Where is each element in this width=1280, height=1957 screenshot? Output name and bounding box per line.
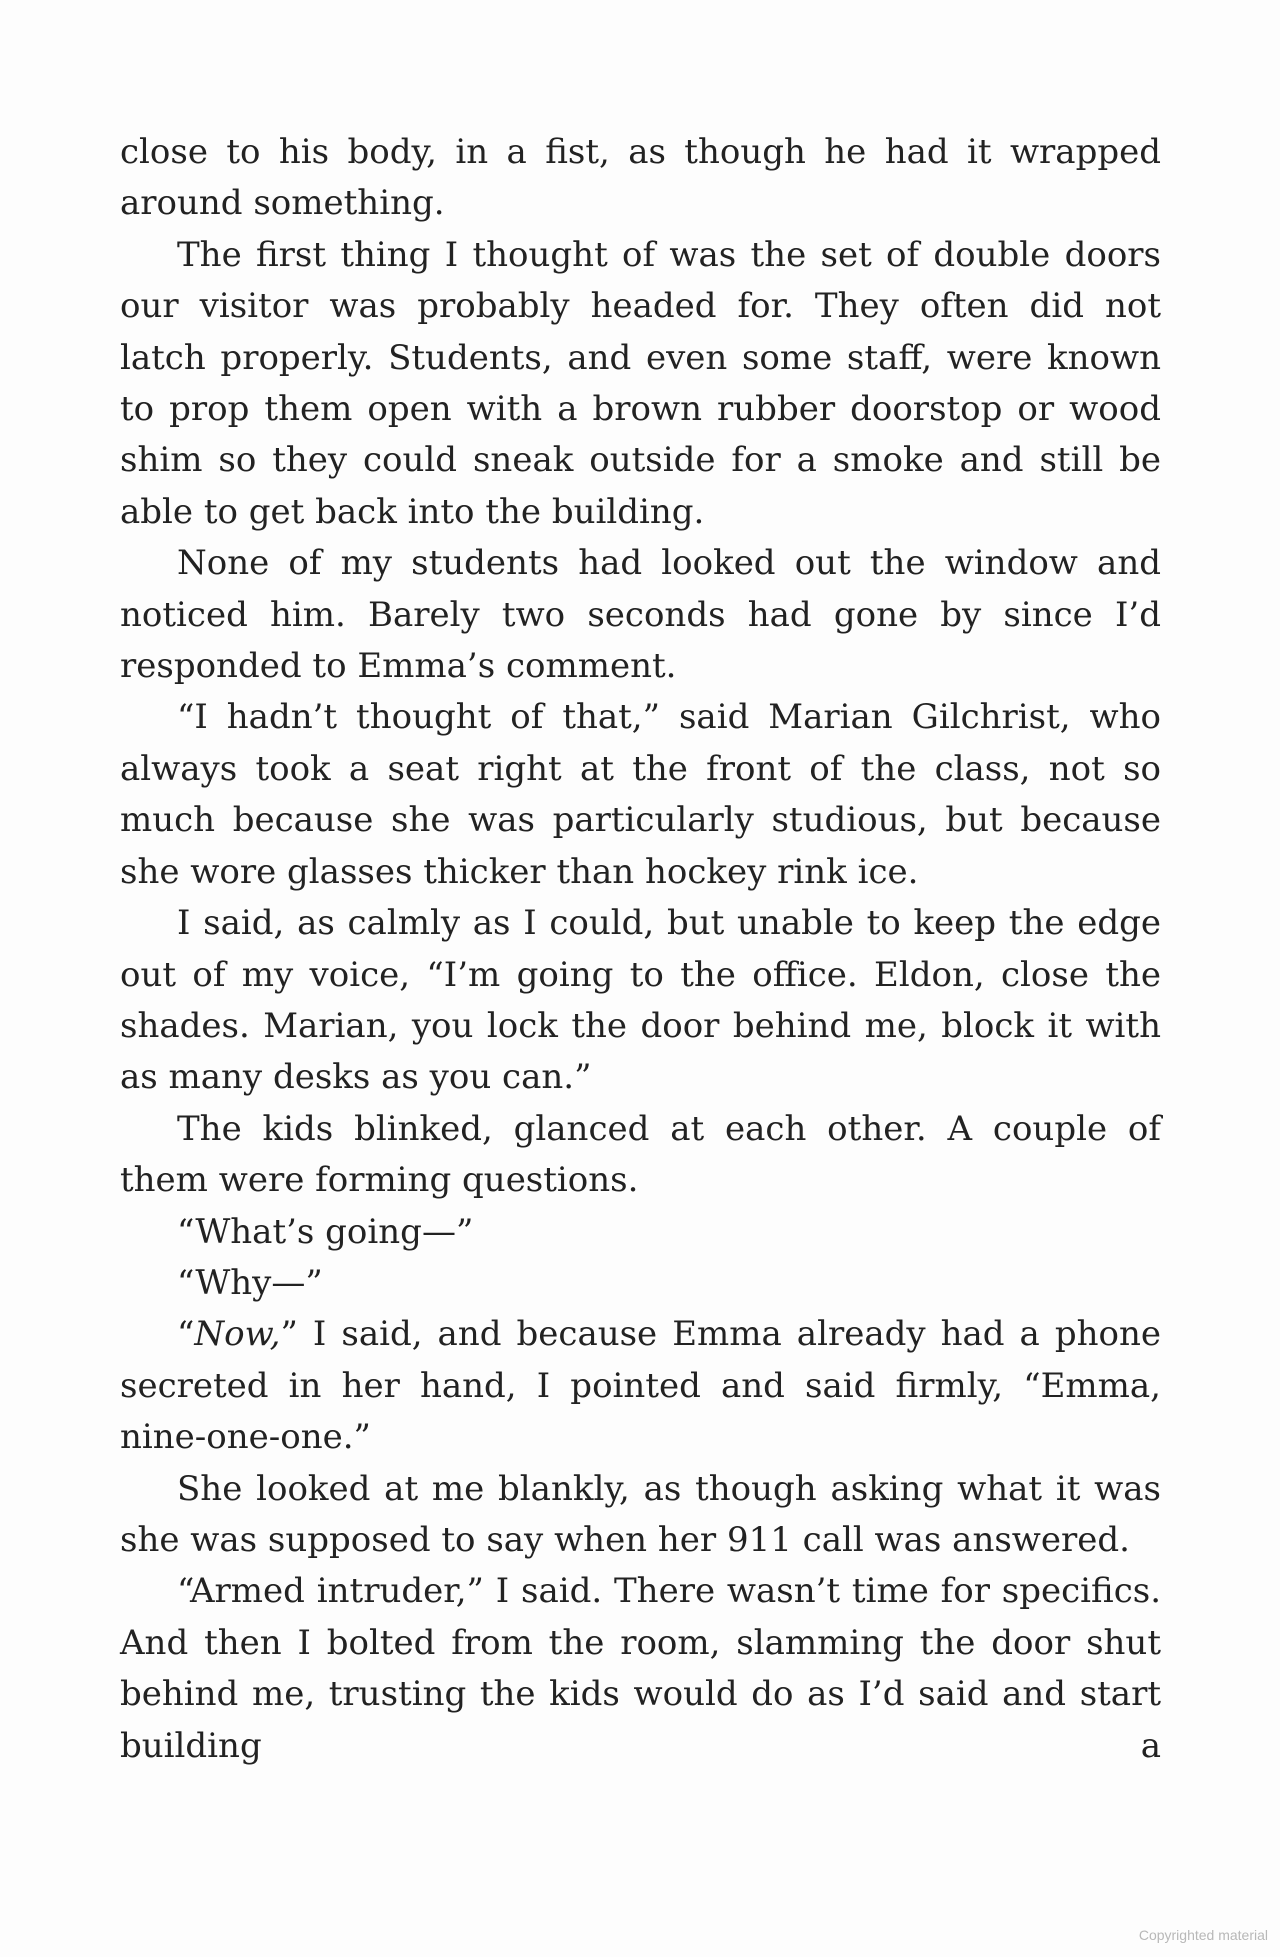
paragraph: “Armed intruder,” I said. There wasn’t time for specifics. And then I bolted from the room, slamming the door shut behind me, trusting the kids would do as I’d said and start building a [120, 1571, 1161, 1766]
paragraph [120, 1309, 1161, 1463]
paragraph: The kids blinked, glanced at each other. A couple of them were forming questions. [120, 1108, 1161, 1201]
paragraph: close to his body, in a fist, as though he had it wrapped around something. [120, 132, 1161, 224]
copyright-watermark: Copyrighted material [1138, 1927, 1268, 1943]
paragraph: “Why—” [177, 1262, 323, 1303]
paragraph: I said, as calmly as I could, but unable to keep the edge out of my voice, “I’m going to the office. Eldon, close the shades. Marian, you lock the door behind me, block it with as many desks as you can.” [120, 903, 1161, 1098]
paragraph-rest: ” I said, and because Emma already had a phone secreted in her hand, I pointed and said firmly, “Emma, nine-one-one.” [120, 1314, 1161, 1458]
paragraph: She looked at me blankly, as though asking what it was she was supposed to say when her 911 call was answered. [120, 1468, 1161, 1560]
paragraph: “I hadn’t thought of that,” said Marian Gilchrist, who always took a seat right at the front of the class, not so much because she was particularly studious, but because she wore glasses thicker than hockey rink ice. [120, 697, 1161, 892]
paragraph: “What’s going—” [177, 1211, 474, 1252]
body-text [120, 127, 1161, 1772]
paragraph: None of my students had looked out the window and noticed him. Barely two seconds had gone by since I’d responded to Emma’s comment. [120, 543, 1161, 687]
paragraph: The first thing I thought of was the set of double doors our visitor was probably headed for. They often did not latch properly. Students, and even some staff, were known to prop them open with a brown rubber doorstop or wood shim so they could sneak outside for a smoke and still be able to get back into the building. [120, 234, 1161, 532]
emphasized-word: Now, [194, 1314, 281, 1355]
open-quote: “ [177, 1314, 195, 1355]
